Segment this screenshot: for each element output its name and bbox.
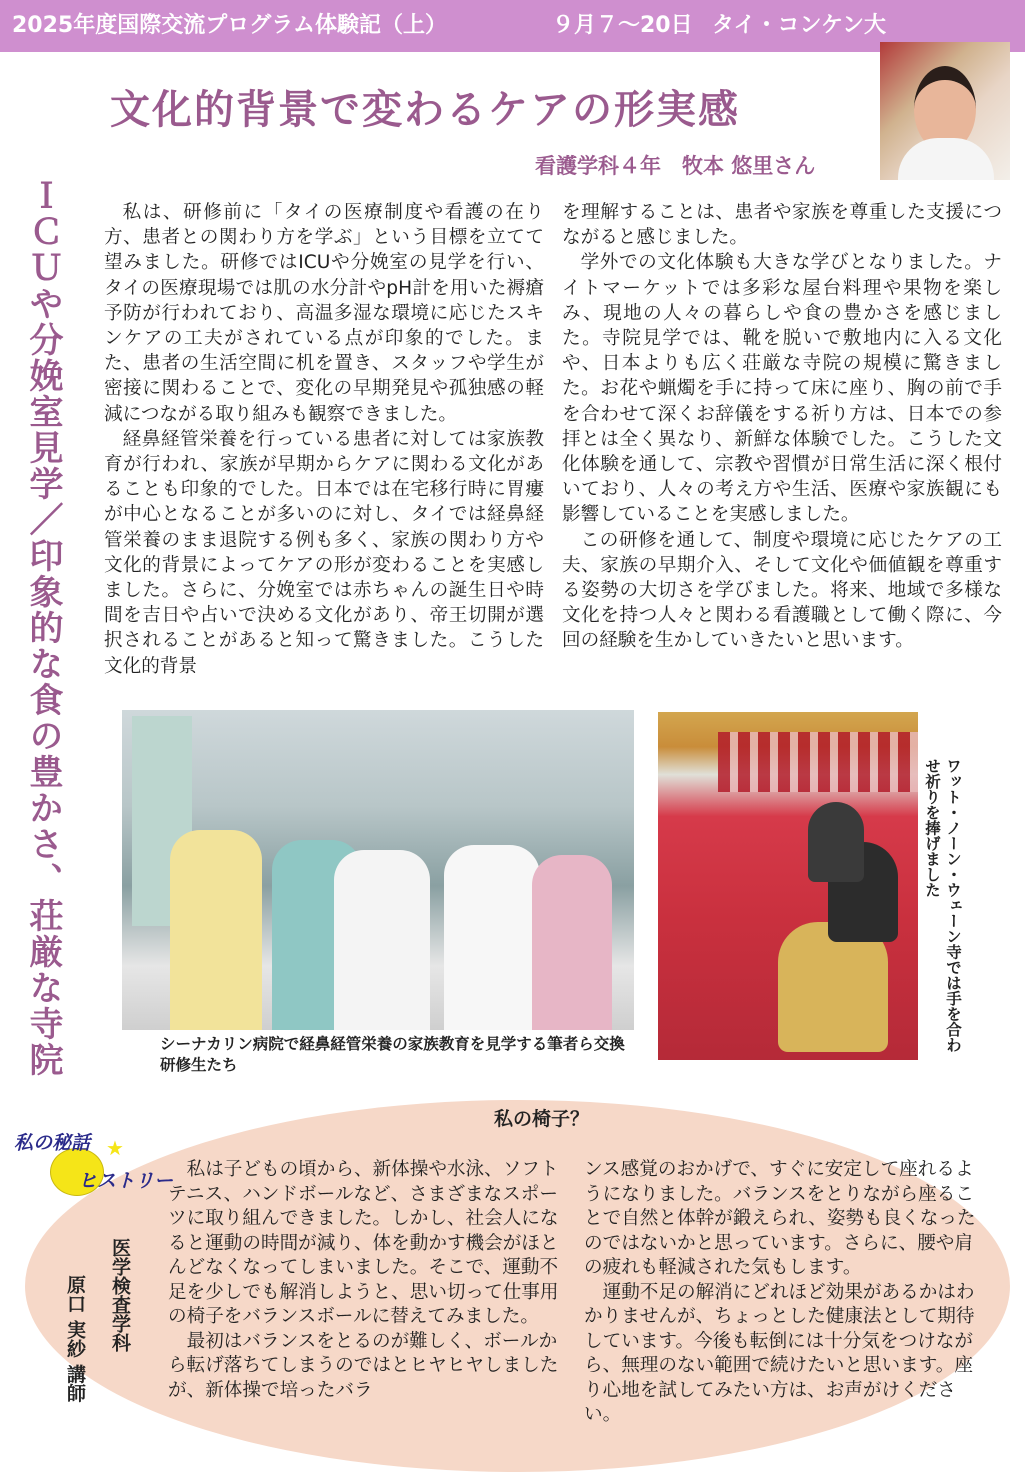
article-paragraph: を理解することは、患者や家族を尊重した支援につながると感じました。 [562,202,1002,249]
essay-title: 私の椅子？ [494,1108,590,1130]
program-place: タイ・コンケン大 [712,13,887,38]
essay-column-2 [584,1158,980,1428]
article-paragraph: 経鼻経管栄養を行っている患者に対しては家族教育が行われ、家族が早期からケアに関わる文化があることも印象的でした。日本では在宅移行時に胃瘻が中心となることが多いのに対し、タイでは経鼻経管栄養のまま退院する例も多く、家族の関わり方や文化的背景によってケアの形が変わることを実感しました。さらに、分娩室では赤ちゃんの誕生日や時間を吉日や占いで決める文化があり、帝王切開が選択されることがあると知って驚きました。こうした文化的背景 [104,428,544,677]
logo-text-top: 私の秘話 [14,1132,91,1154]
portrait-body [898,138,994,180]
temple-photo [658,712,918,1060]
article-paragraph: 学外での文化体験も大きな学びとなりました。ナイトマーケットでは多彩な屋台料理や果物を楽しみ、現地の人々の暮らしや食の豊かさを感じました。寺院見学では、靴を脱いで敷地内に入る文化や、日本よりも広く荘厳な寺院の規模に驚きました。お花や蝋燭を手に持って床に座り、胸の前で手を合わせて深くお辞儀をする祈り方は、日本での参拝とは全く異なり、新鮮な体験でした。こうした文化体験を通して、宗教や習慣が日常生活に深く根付いており、人々の考え方や生活、医療や家族観にも影響していることを実感しました。 [562,252,1002,526]
temple-photo-caption: ワット・ノーン・ウェーン寺では手を合わせ祈りを捧げました [923,758,962,1053]
temple-chairs [718,732,918,792]
student-figure [444,845,540,1030]
article-column-1 [104,200,544,679]
student-figure [532,855,612,1030]
hospital-photo [122,710,634,1030]
essay-author-name: 原口 実紗 講師 [64,1275,86,1403]
article-title: 文化的背景で変わるケアの形実感 [110,87,740,133]
essay-author-department: 医学検査学科 [109,1238,131,1352]
logo-text-bottom: ヒストリー [78,1170,174,1192]
essay-paragraph: 最初はバランスをとるのが難しく、ボールから転げ落ちてしまうのではとヒヤヒヤしましたが、新体操で培ったバラ [168,1330,559,1401]
program-dates: ９月７～20日 [552,13,693,38]
essay-paragraph: 運動不足の解消にどれほど効果があるかはわかりませんが、ちょっとした健康法として期待しています。今後も転倒には十分気をつけながら、無理のない範囲で続けたいと思います。座り心地を試してみたい方は、お声がけください。 [584,1281,975,1425]
article-paragraph: 私は、研修前に「タイの医療制度や看護の在り方、患者との関わり方を学ぶ」という目標を立てて望みました。研修ではICUや分娩室の見学を行い、タイの医療現場では肌の水分計やpH計を用いた褥瘡予防が行われており、高温多湿な環境に応じたスキンケアの工夫がされている点が印象的でした。また、患者の生活空間に机を置き、スタッフや学生が密接に関わることで、変化の早期発見や孤独感の軽減につながる取り組みも観察できました。 [104,202,544,425]
series-title: 2025年度国際交流プログラム体験記（上） [12,13,448,38]
essay-column-1 [168,1158,564,1403]
side-title: ＩＣＵや分娩室見学／印象的な食の豊かさ、荘厳な寺院 [23,178,63,1078]
header-bar [0,0,1025,52]
praying-figure [808,802,864,882]
hospital-photo-caption: シーナカリン病院で経鼻経管栄養の家族教育を見学する筆者ら交換研修生たち [160,1035,625,1074]
author-portrait-photo [880,42,1010,180]
student-figure [334,850,430,1030]
article-paragraph: この研修を通して、制度や環境に応じたケアの工夫、家族の早期介入、そして文化や価値観を尊重する姿勢の大切さを学びました。将来、地域で多様な文化を持つ人々と関わる看護職として働く際に、今回の経験を生かしていきたいと思います。 [562,529,1002,652]
essay-paragraph: ンス感覚のおかげで、すぐに安定して座れるようになりました。バランスをとりながら座ることで自然と体幹が鍛えられ、姿勢も良くなったのではないかと思っています。さらに、腰や肩の疲れも軽減された気もします。 [584,1159,976,1278]
student-figure [170,830,262,1030]
star-icon: ★ [106,1136,124,1160]
article-column-2 [562,200,1002,654]
series-logo [10,1128,174,1198]
article-byline: 看護学科４年 牧本 悠里さん [535,154,816,178]
essay-paragraph: 私は子どもの頃から、新体操や水泳、ソフトテニス、ハンドボールなど、さまざまなスポーツに取り組んできました。しかし、社会人になると運動の時間が減り、体を動かす機会がほとんどなくなってしまいました。そこで、運動不足を少しでも解消しようと、思い切って仕事用の椅子をバランスボールに替えてみました。 [168,1159,559,1327]
